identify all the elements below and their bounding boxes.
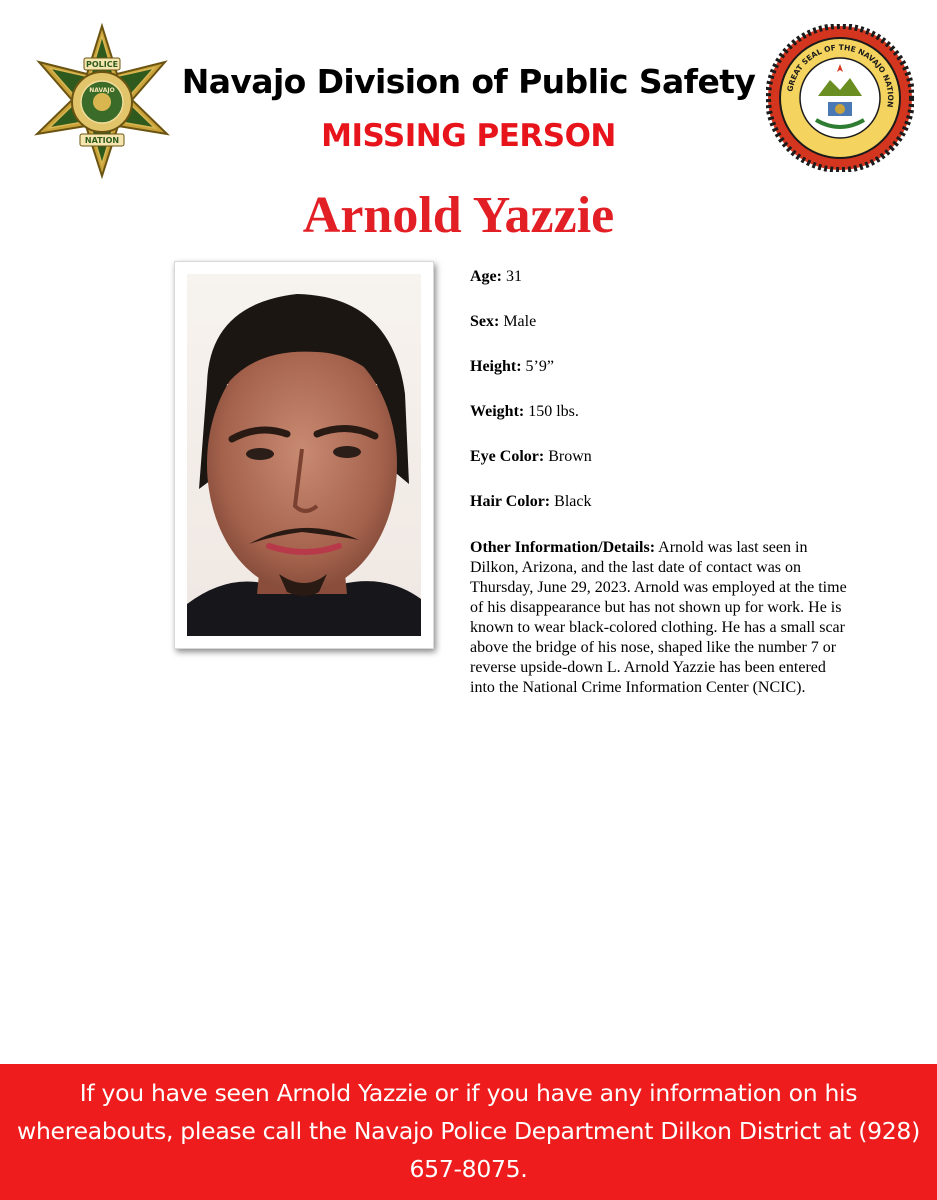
- svg-text:NATION: NATION: [84, 136, 120, 145]
- eye-color-value: Brown: [544, 448, 592, 465]
- eye-color-label: Eye Color:: [470, 448, 545, 465]
- hair-color-value: Black: [550, 493, 592, 510]
- other-information: [470, 538, 850, 698]
- portrait-photo: [174, 261, 434, 649]
- hair-color-field: [470, 492, 850, 537]
- portrait-image: [187, 274, 421, 636]
- person-details: [470, 267, 850, 698]
- notice-type-heading: MISSING PERSON: [321, 118, 616, 154]
- other-information-text: Arnold was last seen in Dilkon, Arizona, and the last date of contact was on Thursday, June 29, 2023. Arnold was employed at the time of his disappearance but has not shown up for work. He is known to wear black-colored clothing. He has a small scar above the bridge of his nose, shaped like the number 7 or reverse upside-down L. Arnold Yazzie has been entered into the National Crime Information Center (NCIC).: [470, 539, 847, 696]
- organization-title: Navajo Division of Public Safety: [181, 62, 756, 101]
- svg-text:POLICE: POLICE: [85, 60, 119, 69]
- weight-label: Weight:: [470, 403, 525, 420]
- height-field: [470, 357, 850, 402]
- height-label: Height:: [470, 358, 522, 375]
- police-badge-icon: [22, 22, 182, 182]
- other-information-label: Other Information/Details:: [470, 539, 656, 556]
- age-label: Age:: [470, 268, 502, 285]
- contact-footer-banner: [0, 1064, 937, 1200]
- contact-message: If you have seen Arnold Yazzie or if you have any information on his whereabouts, please call the Navajo Police Department Dilkon District at (928) 657-8075.: [17, 1079, 920, 1183]
- weight-field: [470, 402, 850, 447]
- age-field: [470, 267, 850, 312]
- svg-text:NAVAJO: NAVAJO: [89, 87, 115, 94]
- eye-color-field: [470, 447, 850, 492]
- sex-field: [470, 312, 850, 357]
- svg-text:GREAT SEAL OF THE NAVAJO NATIO: GREAT SEAL OF THE NAVAJO NATION: [785, 42, 896, 108]
- missing-person-name: Arnold Yazzie: [302, 187, 615, 244]
- sex-value: Male: [499, 313, 537, 330]
- sex-label: Sex:: [470, 313, 500, 330]
- hair-color-label: Hair Color:: [470, 493, 551, 510]
- age-value: 31: [501, 268, 522, 285]
- weight-value: 150 lbs.: [524, 403, 579, 420]
- height-value: 5’9”: [521, 358, 554, 375]
